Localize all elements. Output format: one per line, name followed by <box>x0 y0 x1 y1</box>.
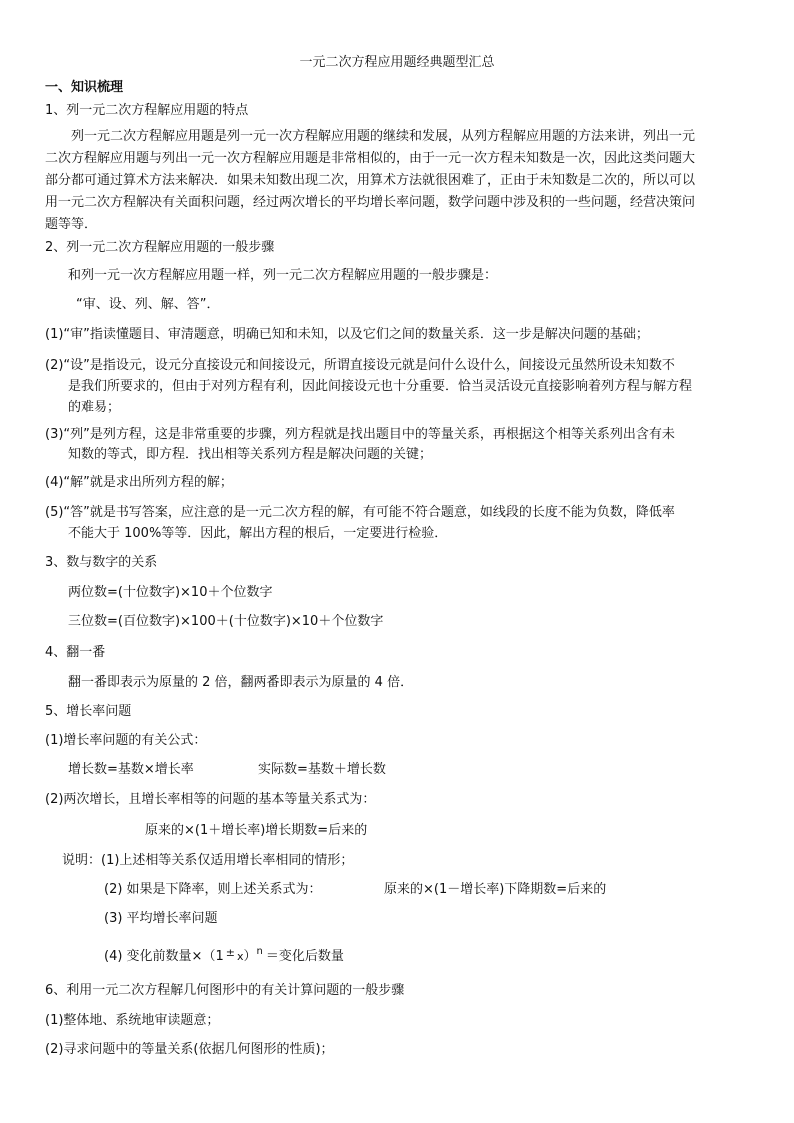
step-5-line-2: 不能大于 100%等等．因此，解出方程的根后，一定要进行检验． <box>68 526 448 541</box>
growth-formula-actual: 实际数=基数＋增长数 <box>258 762 386 777</box>
growth-note-4 <box>104 946 344 966</box>
exponent-n: n <box>256 946 263 957</box>
paragraph-line: 用一元二次方程解决有关面积问题，经过两次增长的平均增长率问题，数学问题中涉及积的一些问题，经营决策问 <box>45 195 696 210</box>
paragraph-line: 列一元二次方程解应用题是列一元一次方程解应用题的继续和发展，从列方程解应用题的方法来讲，列出一元 <box>45 129 696 144</box>
subsection-heading-2: 2、列一元二次方程解应用题的一般步骤 <box>45 240 275 255</box>
step-5-line-1: (5)“答”就是书写答案，应注意的是一元二次方程的解，有可能不符合题意，如线段的长度不能为负数，降低率 <box>45 505 675 520</box>
paragraph-line: 题等等． <box>45 217 98 232</box>
page-title: 一元二次方程应用题经典题型汇总 <box>299 55 495 70</box>
growth-note-3: (3) 平均增长率问题 <box>104 911 218 926</box>
geometry-step-2: (2)寻求问题中的等量关系(依据几何图形的性质)； <box>45 1042 334 1057</box>
growth-note-2-formula: 原来的×(1－增长率)下降期数=后来的 <box>384 882 607 897</box>
paragraph-characteristics <box>45 124 757 238</box>
section-heading-knowledge: 一、知识梳理 <box>45 80 124 95</box>
growth-sub-2: (2)两次增长，且增长率相等的问题的基本等量关系式为： <box>45 792 376 807</box>
three-digit-formula: 三位数=(百位数字)×100＋(十位数字)×10＋个位数字 <box>68 614 384 629</box>
paragraph-line: 部分都可通过算术方法来解决．如果未知数出现二次，用算术方法就很困难了，正由于未知数是二次的，所以可以 <box>45 173 696 188</box>
step-2-line-2: 是我们所要求的，但由于对列方程有利，因此间接设元也十分重要．恰当灵活设元直接影响着列方程与解方程 <box>68 379 693 394</box>
step-3-line-1: (3)“列”是列方程，这是非常重要的步骤，列方程就是找出题目中的等量关系，再根据这个相等关系列出含有未 <box>45 427 675 442</box>
step-4: (4)“解”就是求出所列方程的解； <box>45 475 233 490</box>
subsection-heading-6: 6、利用一元二次方程解几何图形中的有关计算问题的一般步骤 <box>45 983 405 998</box>
subsection-heading-3: 3、数与数字的关系 <box>45 555 158 570</box>
growth-basic-relation: 原来的×(1＋增长率)增长期数=后来的 <box>145 823 368 838</box>
two-digit-formula: 两位数=(十位数字)×10＋个位数字 <box>68 585 273 600</box>
subsection-heading-1: 1、列一元二次方程解应用题的特点 <box>45 103 249 118</box>
step-2-line-3: 的难易； <box>68 400 121 415</box>
growth-note-4-prefix: (4) 变化前数量×（1 <box>104 949 224 964</box>
step-3-line-2: 知数的等式，即方程．找出相等关系列方程是解决问题的关键； <box>68 447 433 462</box>
doubling-text: 翻一番即表示为原量的 2 倍，翻两番即表示为原量的 4 倍． <box>68 675 414 690</box>
growth-sub-1: (1)增长率问题的有关公式： <box>45 733 207 748</box>
variable-x: x <box>236 950 244 963</box>
growth-note-2-label: (2) 如果是下降率，则上述关系式为： <box>104 882 322 897</box>
growth-note-4-suffix: ＝变化后数量 <box>265 949 344 964</box>
geometry-step-1: (1)整体地、系统地审读题意； <box>45 1013 220 1028</box>
paragraph-line: 二次方程解应用题与列出一元一次方程解应用题是非常相似的，由于一元一次方程未知数是一次，因此这类问题大 <box>45 151 696 166</box>
growth-formula-increase: 增长数=基数×增长率 <box>68 762 194 777</box>
plus-minus-symbol: ± <box>225 946 235 959</box>
subsection-heading-4: 4、翻一番 <box>45 645 106 660</box>
steps-intro: 和列一元一次方程解应用题一样，列一元二次方程解应用题的一般步骤是： <box>68 268 498 283</box>
steps-quote: “审、设、列、解、答”． <box>76 297 220 312</box>
step-1: (1)“审”指读懂题目、审清题意，明确已知和未知，以及它们之间的数量关系．这一步是解决问题的基础； <box>45 327 649 342</box>
subsection-heading-5: 5、增长率问题 <box>45 704 132 719</box>
step-2-line-1: (2)“设”是指设元，设元分直接设元和间接设元，所谓直接设元就是问什么设什么，间接设元虽然所设未知数不 <box>45 358 675 373</box>
growth-note-1: 说明：(1)上述相等关系仅适用增长率相同的情形； <box>62 853 354 868</box>
growth-note-4-close: ） <box>243 949 257 964</box>
